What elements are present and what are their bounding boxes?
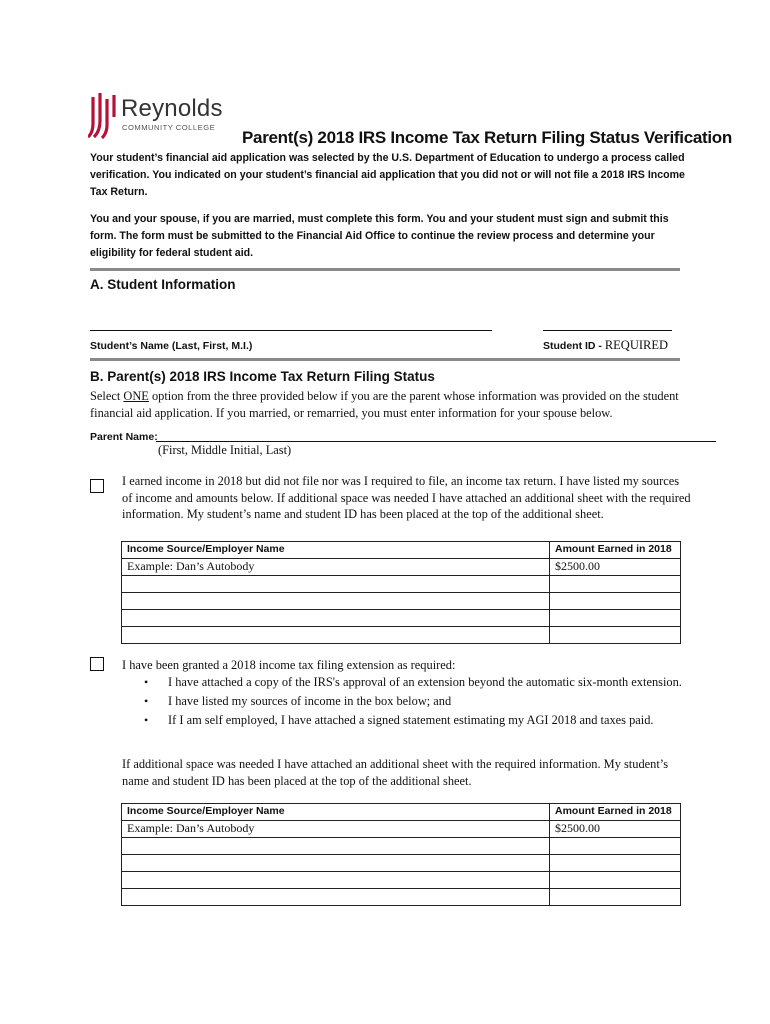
logo-subtitle: COMMUNITY COLLEGE [122,123,216,132]
student-name-label: Student’s Name (Last, First, M.I.) [90,340,253,352]
source-cell[interactable] [122,838,550,855]
example-source-cell[interactable]: Example: Dan’s Autobody [122,821,550,838]
student-name-field[interactable] [90,330,492,331]
student-id-field[interactable] [543,330,672,331]
source-cell[interactable] [122,593,550,610]
college-logo [88,93,238,145]
required-note: REQUIRED [604,338,669,352]
amount-cell[interactable] [550,872,681,889]
table-row [122,593,681,610]
option-1-text: I earned income in 2018 but did not file nor was I required to file, an income tax return. I have listed my sources of income and amounts below. If additional space was needed I have attached an additional sheet with the required information. My student’s name and student ID has been placed at the top of the additional sheet. [122,474,691,521]
parent-name-hint: (First, Middle Initial, Last) [158,443,292,457]
parent-name-label: Parent Name: [90,431,158,443]
option-2-checkbox[interactable] [90,657,104,671]
income-source-header: Income Source/Employer Name [122,804,550,821]
option-2-bullets [144,673,704,730]
source-cell[interactable] [122,576,550,593]
source-cell[interactable] [122,855,550,872]
amount-cell[interactable] [550,610,681,627]
table-row [122,610,681,627]
table-row [122,576,681,593]
list-item: • I have listed my sources of income in the box below; and [144,692,704,711]
section-b-heading: B. Parent(s) 2018 IRS Income Tax Return Filing Status [90,369,435,384]
table-row [122,838,681,855]
example-amount-cell[interactable]: $2500.00 [550,559,681,576]
table-row [122,889,681,906]
option-2-note: If additional space was needed I have attached an additional sheet with the required information. My student’s name and student ID has been placed at the top of the additional sheet. [122,757,669,788]
section-a-heading: A. Student Information [90,277,236,292]
amount-cell[interactable] [550,576,681,593]
income-table-1 [121,541,681,644]
intro-paragraph-2: You and your spouse, if you are married, must complete this form. You and your student must sign and submit this form. The form must be submitted to the Financial Aid Office to continue the review process and determine your eligibility for federal student aid. [90,213,669,259]
income-source-header: Income Source/Employer Name [122,542,550,559]
amount-cell[interactable] [550,593,681,610]
source-cell[interactable] [122,889,550,906]
reynolds-logo-mark-icon [88,93,118,139]
page-title: Parent(s) 2018 IRS Income Tax Return Filing Status Verification [242,128,732,147]
table-row [122,821,681,838]
student-id-label: Student ID - REQUIRED [543,338,669,352]
source-cell[interactable] [122,872,550,889]
source-cell[interactable] [122,627,550,644]
amount-cell[interactable] [550,889,681,906]
source-cell[interactable] [122,610,550,627]
list-item: • I have attached a copy of the IRS's approval of an extension beyond the automatic six-month extension. [144,673,704,692]
table-row [122,872,681,889]
amount-cell[interactable] [550,855,681,872]
amount-earned-header: Amount Earned in 2018 [550,542,681,559]
table-row [122,855,681,872]
example-source-cell[interactable]: Example: Dan’s Autobody [122,559,550,576]
section-b-instructions: Select ONE option from the three provided below if you are the parent whose information was provided on the student financial aid application. If you married, or remarried, you must enter information for your spouse below. [90,389,679,420]
table-row [122,559,681,576]
option-1-checkbox[interactable] [90,479,104,493]
intro-paragraph-1: Your student’s financial aid application was selected by the U.S. Department of Education to undergo a process called verification. You indicated on your student’s financial aid application that you did not or will not file a 2018 IRS Income Tax Return. [90,152,685,198]
table-row [122,627,681,644]
amount-cell[interactable] [550,838,681,855]
amount-earned-header: Amount Earned in 2018 [550,804,681,821]
income-table-2 [121,803,681,906]
section-divider [90,268,680,271]
list-item: • If I am self employed, I have attached a signed statement estimating my AGI 2018 and taxes paid. [144,711,704,730]
option-2-text: I have been granted a 2018 income tax filing extension as required: [122,658,456,672]
amount-cell[interactable] [550,627,681,644]
example-amount-cell[interactable]: $2500.00 [550,821,681,838]
logo-name: Reynolds [121,95,223,122]
section-divider [90,358,680,361]
